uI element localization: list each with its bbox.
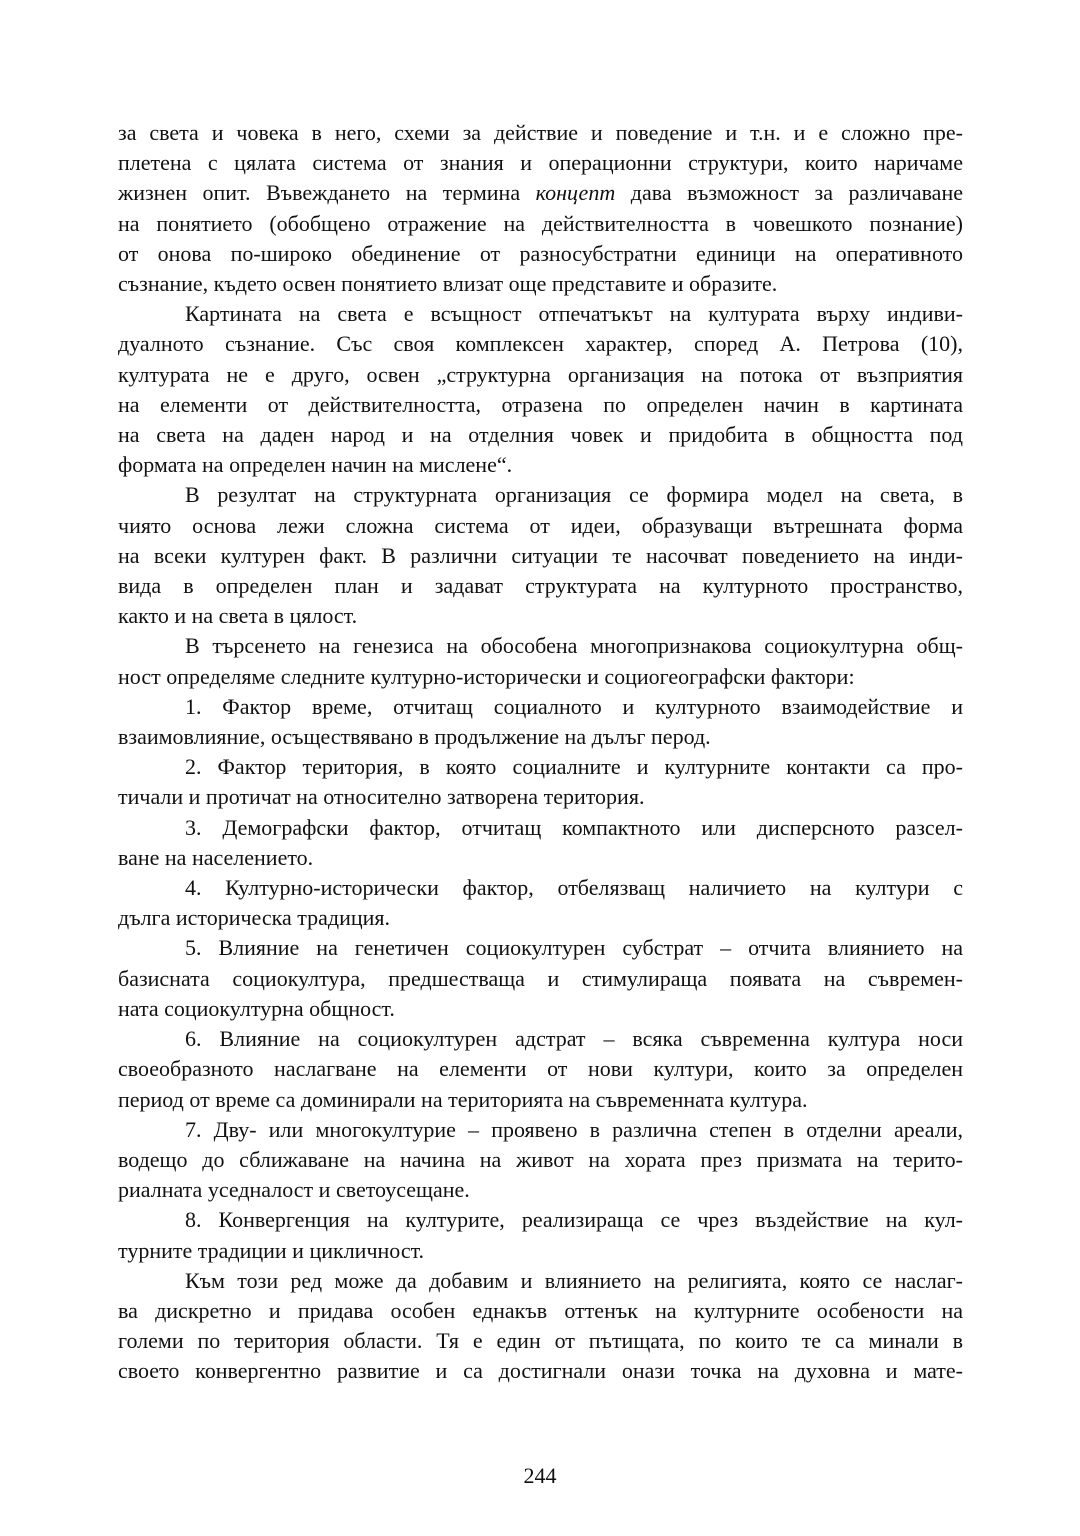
- text-line: своето конвергентно развитие и са достигнали онази точка на духовна и мате-: [118, 1358, 963, 1384]
- text-line: водещо до сближаване на начина на живот на хората през призмата на терито-: [118, 1146, 963, 1172]
- list-item: [118, 1205, 963, 1265]
- text-line: [118, 178, 963, 208]
- list-item: [118, 1024, 963, 1115]
- text-line: 7. Дву- или многокултурие – проявено в различна степен в отделни ареали,: [185, 1116, 963, 1142]
- text-line: период от време са доминирали на територията на съвременната култура.: [118, 1086, 808, 1112]
- text-line: Картината на света е всъщност отпечатъкът на културата върху индиви-: [185, 301, 963, 327]
- text-line: плетена с цялата система от знания и операционни структури, които наричаме: [118, 150, 963, 176]
- list-item: [118, 752, 963, 812]
- paragraph: [118, 631, 963, 691]
- text-line: В резултат на структурната организация се формира модел на света, в: [185, 482, 963, 508]
- text-line: на елементи от действителността, отразена по определен начин в картината: [118, 391, 963, 417]
- text-line: 6. Влияние на социокултурен адстрат – всяка съвременна култура носи: [185, 1026, 963, 1052]
- list-item: [118, 933, 963, 1024]
- text-line: на всеки културен факт. В различни ситуации те насочват поведението на инди-: [118, 542, 963, 568]
- list-item: [118, 813, 963, 873]
- text-line: ност определяме следните културно-исторически и социогеографски фактори:: [118, 663, 855, 689]
- text-line: 1. Фактор време, отчитащ социалното и културното взаимодействие и: [185, 693, 963, 719]
- text-line: базисната социокултура, предшестваща и стимулираща появата на съвремен-: [118, 965, 963, 991]
- page-number: 244: [523, 1463, 557, 1488]
- text-line: 5. Влияние на генетичен социокултурен субстрат – отчита влиянието на: [185, 935, 963, 961]
- text-line: В търсенето на генезиса на обособена многопризнакова социокултурна общ-: [185, 633, 963, 659]
- text-line: дълга историческа традиция.: [118, 905, 391, 931]
- text-line: 4. Културно-исторически фактор, отбелязващ наличието на култури с: [185, 875, 963, 901]
- text-line: както и на света в цялост.: [118, 603, 358, 629]
- text-line: големи по територия области. Тя е един от пътищата, по които те са минали в: [118, 1328, 963, 1354]
- list-item: [118, 873, 963, 933]
- text-line: 3. Демографски фактор, отчитащ компактното или дисперсното разсел-: [185, 814, 963, 840]
- paragraph: [118, 299, 963, 480]
- text-line: взаимовлияние, осъществявано в продължение на дълъг перод.: [118, 724, 711, 750]
- text-line: тичали и протичат на относително затворена територия.: [118, 784, 645, 810]
- document-body: [118, 118, 963, 1387]
- text-span: жизнен опит. Въвеждането на термина: [118, 180, 536, 206]
- text-line: риалната уседналост и светоусещане.: [118, 1177, 470, 1203]
- text-line: своеобразното наслагване на елементи от нови култури, които за определен: [118, 1056, 963, 1082]
- text-line: за света и човека в него, схеми за действие и поведение и т.н. и е сложно пре-: [118, 120, 963, 145]
- text-line: вида в определен план и задават структурата на културното пространство,: [118, 573, 963, 599]
- text-line: Към този ред може да добавим и влиянието на религията, която се наслаг-: [185, 1267, 963, 1293]
- list-item: [118, 692, 963, 752]
- italic-term: концепт: [535, 180, 616, 206]
- text-line: на понятието (обобщено отражение на действителността в човешкото познание): [118, 210, 963, 236]
- text-line: чиято основа лежи сложна система от идеи, образуващи вътрешната форма: [118, 512, 963, 538]
- list-item: [118, 1115, 963, 1206]
- text-line: дуалното съзнание. Със своя комплексен характер, според А. Петрова (10),: [118, 331, 963, 357]
- text-line: на света на даден народ и на отделния човек и придобита в общността под: [118, 422, 963, 448]
- text-line: турните традиции и цикличност.: [118, 1237, 425, 1263]
- paragraph: [118, 118, 963, 299]
- text-line: 8. Конвергенция на културите, реализираща се чрез въздействие на кул-: [185, 1207, 963, 1233]
- text-line: ната социокултурна общност.: [118, 995, 395, 1021]
- text-line: 2. Фактор територия, в която социалните и културните контакти са про-: [185, 754, 963, 780]
- text-line: съзнание, където освен понятието влизат още представите и образите.: [118, 271, 778, 297]
- text-line: ване на населението.: [118, 844, 314, 870]
- text-line: от онова по-широко обединение от разносубстратни единици на оперативното: [118, 240, 963, 266]
- text-line: формата на определен начин на мислене“.: [118, 452, 513, 478]
- paragraph: [118, 480, 963, 631]
- text-line: ва дискретно и придава особен еднакъв оттенък на културните особености на: [118, 1297, 963, 1323]
- text-line: културата не е друго, освен „структурна организация на потока от възприятия: [118, 361, 963, 387]
- paragraph: [118, 1266, 963, 1387]
- text-span: дава възможност за различаване: [615, 180, 963, 206]
